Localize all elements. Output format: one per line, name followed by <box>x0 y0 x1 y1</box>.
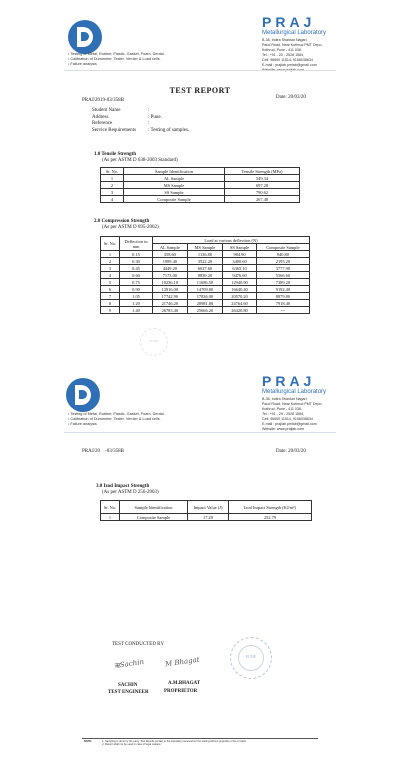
lab-stamp-faint: PUNE <box>140 328 168 356</box>
table-row: 6 0.90 13916.00 14709.80 16640.40 9192.40 <box>101 286 310 293</box>
report-title: TEST REPORT <box>169 86 231 95</box>
brand-address: B-38, Indira Shankar Nagari, Paud Road, Near Kothrud PMT Depo, Kothrud, Pune - 411 038. Tel.: +91 - 20 - 2528 1584, Cell: 96650 11514, 9158038634 E-mail : prajlab.pmlab@gmail.com <box>262 38 323 67</box>
report-date: Date: 20/03/20 <box>276 95 306 100</box>
signatory-2-name: A.M.BHAGAT <box>168 681 201 686</box>
signatory-1-name: SACHIN <box>118 683 138 688</box>
header-divider <box>64 432 336 433</box>
tensile-table: Sr. No. Sample Identification Tensile Strength (MPa) 1 AL Sample 549.34 2 MS Sample 697.28 3 SS Sample 790.62 4 Composite Sample 267.48 <box>100 167 300 203</box>
brand-subtitle: Metallurgical Laboratory <box>262 389 327 395</box>
footer-notes: NOTE: 1. Sampling is done by the party. Test Results pertain to the sample(s) received for the testing without prejudice of lot or batch. 2. Report shall not be used in case of legal matters. <box>84 740 247 747</box>
izod-standard: (As per ASTM D 256-2003) <box>102 490 159 495</box>
table-row: 4 Composite Sample 267.48 <box>101 196 300 203</box>
compression-table: Sr. No. Deflection in mm Load at various deflection (N) AL Sample MS Sample SS Sample Composite Sample 1 0.15 358.60 1136.80 984.90 940.80 2 0.30 1989.40 3522.20 3400.60 2195.20 3 0.45 4449.20 6027.60 6365.10 3777.90 4 0.60 7173.00 8839.20 9476.60 5566.60 5 0.75 10236.10 11686.50 12940.90 7389.20 6 0.90 13916.00 14709.80 16640.40 9192.40 7 1.05 17742.90 17836.00 20570.20 8879.80 8 1.20 21746.20 20981.80 24764.60 7918.40 9 1.40 26783.40 25666.20 26420.80 --- <box>100 236 310 314</box>
report-ref-no: PRAJ/20 -03/358B <box>82 449 124 454</box>
brand-subtitle: Metallurgical Laboratory <box>262 30 327 36</box>
signatory-1-role: TEST ENGINEER <box>108 690 149 695</box>
compression-standard: (As per ASTM D 695-2002) <box>102 225 159 230</box>
test-conducted-by-label: TEST CONDUCTED BY <box>112 642 165 647</box>
compression-heading: 2.0 Compression Strength <box>94 219 150 224</box>
proprietor-signature: M Bhagat <box>164 655 201 669</box>
table-row: 2 0.30 1989.40 3522.20 3400.60 2195.20 <box>101 258 310 265</box>
table-row: 7 1.05 17742.90 17836.00 20570.20 8879.80 <box>101 293 310 300</box>
signatory-2-role: PROPRIETOR <box>164 689 198 694</box>
services-list: • Testing of Metal, Rubber, Plastic, Gasket, Foam, Dental. • Calibration of Durometer, Tester, Vernier & Load cells. • Failure analysis <box>68 52 165 67</box>
table-row: 2 MS Sample 697.28 <box>101 182 300 189</box>
table-row: 1 AL Sample 549.34 <box>101 175 300 182</box>
table-row: 9 1.40 26783.40 25666.20 26420.80 --- <box>101 307 310 314</box>
engineer-signature: ऋSachin <box>113 657 145 671</box>
izod-table: Sr. No. Sample Identification Impact Value (J) Izod Impact Strength (KJ/m²) 1 Composite Sample 17.20 252.79 <box>100 500 312 521</box>
report-fields: Student Name : Address : Pune. Reference : Service Requirements : Testing of samples. <box>92 108 190 133</box>
table-row: 3 0.45 4449.20 6027.60 6365.10 3777.90 <box>101 265 310 272</box>
table-row: 3 SS Sample 790.62 <box>101 189 300 196</box>
table-row: 4 0.60 7173.00 8839.20 9476.60 5566.60 <box>101 272 310 279</box>
brand-name: PRAJ <box>262 14 316 30</box>
table-row: 5 0.75 10236.10 11686.50 12940.90 7389.20 <box>101 279 310 286</box>
izod-heading: 3.0 Izod Impact Strength <box>96 484 150 489</box>
table-row: 8 1.20 21746.20 20981.80 24764.60 7918.40 <box>101 300 310 307</box>
praj-logo-icon <box>68 20 102 54</box>
brand-address: B-38, Indira Shankar Nagari, Paud Road, Near Kothrud PMT Depo, Kothrud, Pune - 411 038. Tel.: +91 - 20 - 2528 1584, Cell: 96650 11514, 9158038634 E-mail : prajlab.pmlab@gmail.com Website: www.prajlab.com <box>262 397 323 431</box>
report-ref-no: PRAJ/2019-03/358B <box>82 98 124 103</box>
tensile-standard: (As per ASTM D 638-2003 Standard) <box>102 158 178 163</box>
praj-logo-icon <box>66 378 100 412</box>
lab-stamp: PUNE <box>230 637 272 679</box>
report-date: Date: 20/03/20 <box>276 449 306 454</box>
header-divider <box>64 70 336 71</box>
services-list: • Testing of Metal, Rubber, Plastic, Gasket, Foam, Dental. • Calibration of Durometer, Tester, Vernier & Load cells. • Failure analysis <box>68 412 165 427</box>
table-row: 1 Composite Sample 17.20 252.79 <box>101 514 312 521</box>
table-row: 1 0.15 358.60 1136.80 984.90 940.80 <box>101 251 310 258</box>
brand-name: PRAJ <box>262 373 316 389</box>
tensile-heading: 1.0 Tensile Strength <box>94 152 136 157</box>
footer-divider <box>82 738 318 739</box>
